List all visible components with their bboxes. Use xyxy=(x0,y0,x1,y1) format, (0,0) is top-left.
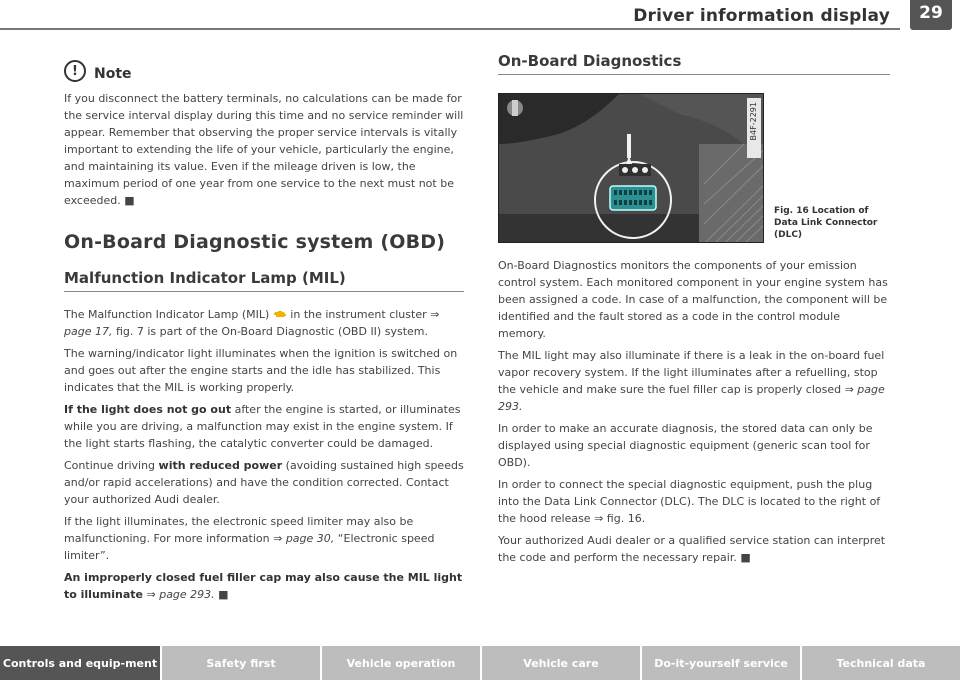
page-title: Driver information display xyxy=(633,6,890,26)
engine-warning-icon xyxy=(273,309,287,319)
section-rule xyxy=(64,291,464,292)
text-span: after the engine is started, or illuminates while you are driving, a malfunction may exist in the engine system. If the light starts flashing, the catalytic converter could be damaged. xyxy=(64,403,461,450)
diag-paragraph-2 xyxy=(498,347,890,415)
figure-code-box xyxy=(747,98,761,158)
page-number: 29 xyxy=(919,3,943,23)
page-link[interactable]: ⇒ page 293. xyxy=(498,383,885,413)
header-rule xyxy=(0,28,900,30)
note-text: If you disconnect the battery terminals, no calculations can be made for the service interval display during this time and no service reminder will appear. Remember that observing the proper service intervals is vitally important to extending the life of your vehicle, particularly the engine, and maintaining its value. Even if the mileage driven is low, the maximum period of one year from one service to the next must not be exceeded. ■ xyxy=(64,92,464,207)
text-span: The MIL light may also illuminate if there is a leak in the on-board fuel vapor recovery system. If the light illuminates after a refuelling, stop the vehicle and make sure the fuel filler cap is properly closed xyxy=(498,349,885,396)
tab-technical-data[interactable]: Technical data xyxy=(802,646,960,680)
page-header xyxy=(0,0,960,44)
note-label: Note xyxy=(94,66,132,82)
page-number-tab xyxy=(910,0,952,30)
mil-paragraph-4 xyxy=(64,457,464,508)
figure-row xyxy=(498,93,890,243)
text-span: (avoiding sustained high speeds and/or rapid accelerations) and have the condition corrected. Contact your authorized Audi dealer. xyxy=(64,459,464,506)
mil-paragraph-3 xyxy=(64,401,464,452)
text-span: The Malfunction Indicator Lamp (MIL) xyxy=(64,308,270,321)
diag-paragraph-1: On-Board Diagnostics monitors the components of your emission control system. Each monitored component in your engine system has been assigned a code. In case of a malfunction, the component will be identified and the fault stored as a code in the control module memory. xyxy=(498,259,888,340)
bold-text: with reduced power xyxy=(158,459,283,472)
bold-text: An improperly closed fuel filler cap may also cause the MIL light to illuminate xyxy=(64,571,463,601)
text-span: If the light illuminates, the electronic speed limiter may also be malfunctioning. For more information xyxy=(64,515,414,545)
diag-paragraph-5: Your authorized Audi dealer or a qualified service station can interpret the code and perform the necessary repair. ■ xyxy=(498,534,886,564)
dlc-location-photo xyxy=(498,93,764,243)
diag-paragraph-3: In order to make an accurate diagnosis, the stored data can only be displayed using special diagnostic equipment (generic scan tool for OBD). xyxy=(498,422,873,469)
mil-paragraph-2: The warning/indicator light illuminates when the ignition is switched on and goes out after the engine starts and the idle has stabilized. This indicates that the MIL is working properly. xyxy=(64,347,458,394)
right-column xyxy=(498,52,890,571)
section-rule xyxy=(498,74,890,75)
section-title-obd: On-Board Diagnostic system (OBD) xyxy=(64,231,446,253)
dlc-illustration xyxy=(499,94,764,243)
tab-diy-service[interactable]: Do-it-yourself service xyxy=(642,646,800,680)
figure-code: B4F-2291 xyxy=(749,102,758,141)
mil-paragraph-5 xyxy=(64,513,464,564)
note-heading xyxy=(64,60,464,82)
page-link[interactable]: ⇒ page 293. xyxy=(143,588,215,601)
text-span: in the instrument cluster xyxy=(290,308,431,321)
section-title-diagnostics: On-Board Diagnostics xyxy=(498,52,682,70)
text-span: “Electronic speed limiter”. xyxy=(64,532,435,562)
text-span: fig. 7 is part of the On-Board Diagnostic (OBD II) system. xyxy=(112,325,428,338)
diag-paragraph-4 xyxy=(498,476,890,527)
text-span: In order to connect the special diagnostic equipment, push the plug into the Data Link Connector (DLC). The DLC is located to the right of the hood release xyxy=(498,478,881,525)
figure-link[interactable]: ⇒ fig. 16. xyxy=(594,512,646,525)
page-link[interactable]: ⇒ page 17, xyxy=(64,308,440,338)
left-column xyxy=(64,60,464,608)
text-span: ■ xyxy=(214,588,229,601)
bold-text: If the light does not go out xyxy=(64,403,232,416)
figure-caption: Fig. 16 Location of Data Link Connector (DLC) xyxy=(774,206,878,240)
tab-controls-equipment[interactable]: Controls and equip-ment xyxy=(0,646,160,680)
mil-paragraph-6 xyxy=(64,569,464,603)
text-span: Continue driving xyxy=(64,459,159,472)
tab-safety-first[interactable]: Safety first xyxy=(162,646,320,680)
section-title-mil: Malfunction Indicator Lamp (MIL) xyxy=(64,269,346,287)
mil-paragraph-1 xyxy=(64,306,464,340)
footer-nav xyxy=(0,646,960,680)
page-link[interactable]: ⇒ page 30, xyxy=(273,532,335,545)
tab-vehicle-care[interactable]: Vehicle care xyxy=(482,646,640,680)
tab-vehicle-operation[interactable]: Vehicle operation xyxy=(322,646,480,680)
exclamation-circle-icon: ! xyxy=(64,60,86,82)
